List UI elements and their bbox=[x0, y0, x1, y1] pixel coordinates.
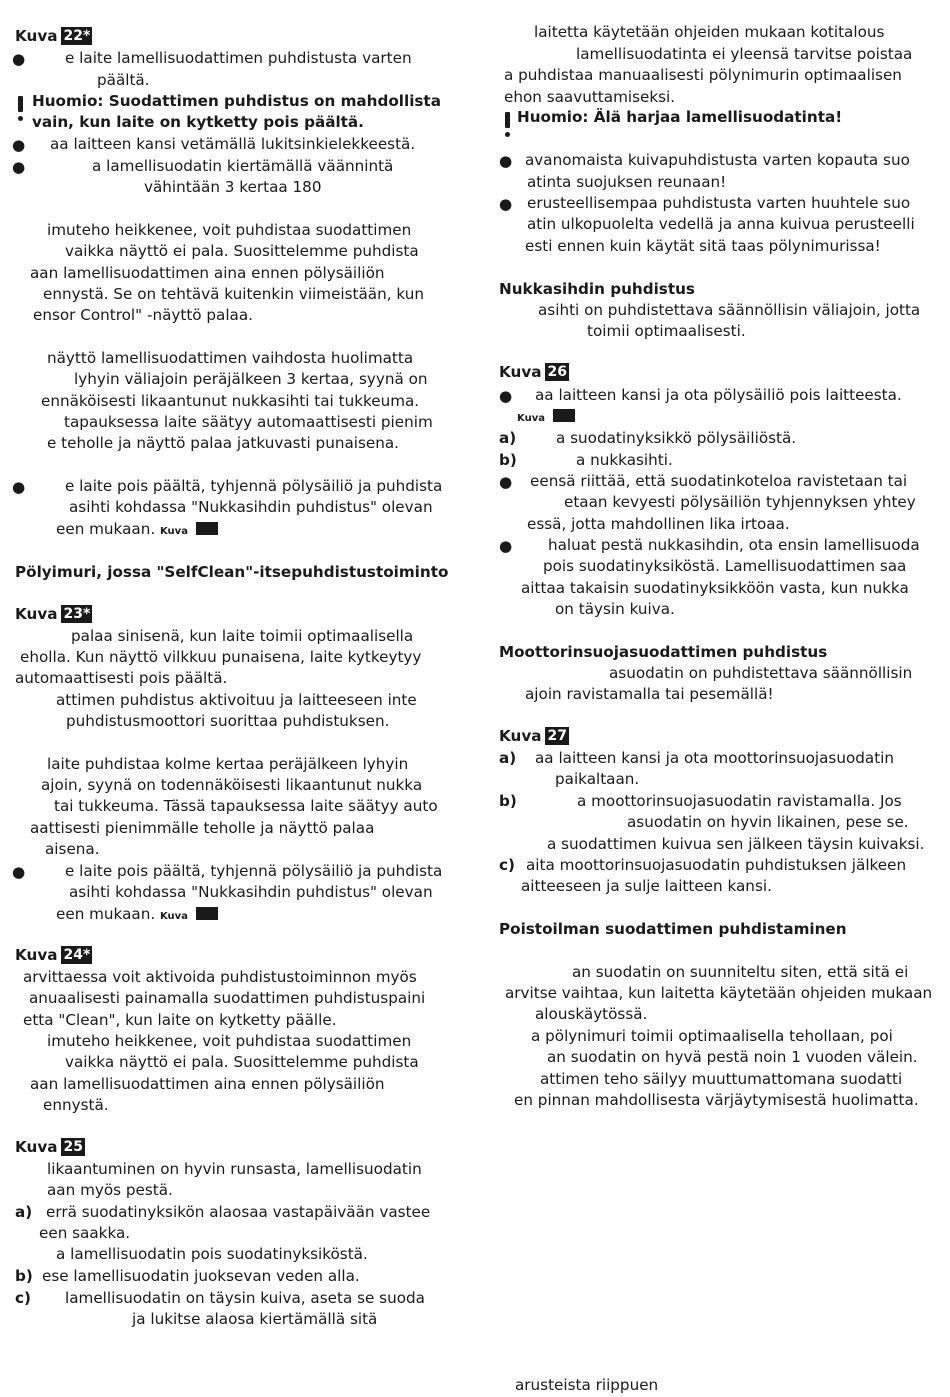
step-label: a) bbox=[499, 749, 517, 767]
paragraph-line: likaantuminen on hyvin runsasta, lamellisuodatin bbox=[47, 1160, 422, 1178]
warning-note: Huomio: Suodattimen puhdistus on mahdollista bbox=[32, 92, 441, 110]
instruction-text: e laite pois päältä, tyhjennä pölysäiliö ja puhdista bbox=[65, 862, 443, 880]
step-label: c) bbox=[499, 856, 515, 874]
figure-number-redacted bbox=[196, 907, 218, 920]
step-text: asuodatin on hyvin likainen, pese se. bbox=[627, 813, 909, 831]
paragraph-line: an suodatin on hyvä pestä noin 1 vuoden välein. bbox=[547, 1048, 918, 1066]
figure-number-badge: 23* bbox=[63, 606, 91, 622]
step-label: a) bbox=[15, 1203, 33, 1221]
paragraph-line: ehon saavuttamiseksi. bbox=[504, 88, 676, 106]
instruction-text: erusteellisempaa puhdistusta varten huuhtele suo bbox=[527, 194, 911, 212]
figure-ref-26 bbox=[499, 362, 569, 384]
paragraph-line: lyhyin väliajoin peräjälkeen 3 kertaa, syynä on bbox=[74, 370, 428, 388]
figure-number-badge: 25 bbox=[63, 1139, 83, 1155]
instruction-text: e laite pois päältä, tyhjennä pölysäiliö ja puhdista bbox=[65, 477, 443, 495]
warning-note: Huomio: Älä harjaa lamellisuodatinta! bbox=[517, 108, 843, 126]
paragraph-line: ennystä. bbox=[43, 1096, 109, 1114]
step-label: b) bbox=[499, 451, 517, 469]
bullet-icon: ● bbox=[12, 50, 26, 68]
paragraph-line: a pölynimuri toimii optimaalisella tehollaan, poi bbox=[531, 1027, 893, 1045]
bullet-icon: ● bbox=[499, 152, 513, 170]
paragraph-line: ajoin, syynä on todennäköisesti likaantunut nukka bbox=[41, 776, 423, 794]
footer-note: arusteista riippuen bbox=[515, 1376, 659, 1394]
step-text: a suodattimen kuivua sen jälkeen täysin kuivaksi. bbox=[547, 835, 925, 853]
paragraph-line: e teholle ja näyttö palaa jatkuvasti punaisena. bbox=[47, 434, 399, 452]
paragraph-line: arvittaessa voit aktivoida puhdistustoiminnon myös bbox=[23, 968, 417, 986]
instruction-text: etaan kevyesti pölysäiliön tyhjennyksen yhtey bbox=[564, 493, 916, 511]
figure-label: Kuva bbox=[15, 27, 58, 45]
instruction-text: haluat pestä nukkasihdin, ota ensin lamellisuoda bbox=[548, 536, 920, 554]
figure-label: Kuva bbox=[15, 946, 58, 964]
instruction-text: essä, jotta mahdollinen lika irtoaa. bbox=[527, 515, 790, 533]
figure-ref-small bbox=[517, 406, 575, 430]
instruction-text: eensä riittää, että suodatinkoteloa ravistetaan tai bbox=[530, 472, 908, 490]
figure-label-small: Kuva bbox=[159, 526, 188, 537]
figure-ref-24 bbox=[15, 945, 92, 967]
paragraph-line: ajoin ravistamalla tai pesemällä! bbox=[525, 685, 774, 703]
step-label: c) bbox=[15, 1289, 31, 1307]
section-heading: Nukkasihdin puhdistus bbox=[499, 280, 695, 298]
step-label: a) bbox=[499, 429, 517, 447]
bullet-icon: ● bbox=[12, 863, 26, 881]
section-heading: Poistoilman suodattimen puhdistaminen bbox=[499, 920, 847, 938]
step-text: ese lamellisuodatin juoksevan veden alla. bbox=[42, 1267, 360, 1285]
paragraph-line: tapauksessa laite säätyy automaattisesti pienim bbox=[64, 413, 433, 431]
figure-label: Kuva bbox=[499, 363, 542, 381]
instruction-text: avanomaista kuivapuhdistusta varten kopauta suo bbox=[525, 151, 910, 169]
paragraph-line: anuaalisesti painamalla suodattimen puhdistuspaini bbox=[29, 989, 426, 1007]
figure-ref-25 bbox=[15, 1137, 85, 1159]
paragraph-line: lamellisuodatinta ei yleensä tarvitse poistaa bbox=[576, 45, 913, 63]
bullet-icon: ● bbox=[12, 478, 26, 496]
figure-label: Kuva bbox=[15, 1138, 58, 1156]
figure-ref-27 bbox=[499, 726, 569, 748]
step-text: errä suodatinyksikön alaosaa vastapäivään vastee bbox=[46, 1203, 431, 1221]
paragraph-line: näyttö lamellisuodattimen vaihdosta huolimatta bbox=[47, 349, 414, 367]
step-text: a moottorinsuojasuodatin ravistamalla. Jos bbox=[577, 792, 902, 810]
step-text: aita moottorinsuojasuodatin puhdistuksen jälkeen bbox=[526, 856, 907, 874]
step-text: lamellisuodatin on täysin kuiva, aseta se suoda bbox=[65, 1289, 425, 1307]
figure-label: Kuva bbox=[499, 727, 542, 745]
paragraph-line: vaikka näyttö ei pala. Suosittelemme puhdista bbox=[65, 242, 419, 260]
step-text: a suodatinyksikkö pölysäiliöstä. bbox=[556, 429, 797, 447]
instruction-text: atinta suojuksen reunaan! bbox=[527, 173, 727, 191]
paragraph-line: toimii optimaalisesti. bbox=[587, 322, 746, 340]
bullet-icon: ● bbox=[499, 195, 513, 213]
paragraph-line: imuteho heikkenee, voit puhdistaa suodattimen bbox=[47, 1032, 412, 1050]
paragraph-line: asihti on puhdistettava säännöllisin väliajoin, jotta bbox=[538, 301, 921, 319]
paragraph-line: tai tukkeuma. Tässä tapauksessa laite säätyy auto bbox=[54, 797, 438, 815]
paragraph-line: palaa sinisenä, kun laite toimii optimaalisella bbox=[71, 627, 414, 645]
bullet-icon: ● bbox=[499, 387, 513, 405]
paragraph-line: laitetta käytetään ohjeiden mukaan kotitalous bbox=[534, 23, 885, 41]
instruction-text-with-figure-ref bbox=[56, 519, 218, 543]
paragraph-line: alouskäytössä. bbox=[535, 1005, 648, 1023]
figure-number-badge: 27 bbox=[547, 728, 567, 744]
figure-label: Kuva bbox=[15, 605, 58, 623]
instruction-text: pois suodatinyksiköstä. Lamellisuodattimen saa bbox=[543, 557, 907, 575]
step-text: a nukkasihti. bbox=[576, 451, 673, 469]
instruction-text-with-figure-ref bbox=[56, 904, 218, 928]
instruction-text: aittaa takaisin suodatinyksikköön vasta, kun nukka bbox=[521, 579, 909, 597]
instruction-text: asihti kohdassa "Nukkasihdin puhdistus" olevan bbox=[69, 883, 433, 901]
paragraph-line: attimen puhdistus aktivoituu ja laitteeseen inte bbox=[56, 691, 417, 709]
paragraph-line: aan lamellisuodattimen aina ennen pölysäiliön bbox=[30, 264, 385, 282]
section-heading: Moottorinsuojasuodattimen puhdistus bbox=[499, 643, 828, 661]
step-text: paikaltaan. bbox=[555, 770, 640, 788]
instruction-text: päältä. bbox=[97, 71, 150, 89]
instruction-text: on täysin kuiva. bbox=[555, 600, 675, 618]
step-label: b) bbox=[15, 1267, 33, 1285]
figure-ref-22 bbox=[15, 26, 92, 48]
step-text: een saakka. bbox=[39, 1224, 131, 1242]
instruction-text: vähintään 3 kertaa 180 bbox=[144, 178, 322, 196]
paragraph-line: en pinnan mahdollisesta värjäytymisestä huolimatta. bbox=[514, 1091, 919, 1109]
instruction-text: atin ulkopuolelta vedellä ja anna kuivua perusteelli bbox=[527, 215, 915, 233]
paragraph-line: laite puhdistaa kolme kertaa peräjälkeen lyhyin bbox=[47, 755, 409, 773]
paragraph-line: ennäköisesti likaantunut nukkasihti tai tukkeuma. bbox=[41, 392, 420, 410]
paragraph-line: eholla. Kun näyttö vilkkuu punaisena, laite kytkeytyy bbox=[20, 648, 422, 666]
step-text: aa laitteen kansi ja ota moottorinsuojasuodatin bbox=[535, 749, 894, 767]
paragraph-line: attimen teho säilyy muuttumattomana suodatti bbox=[540, 1070, 903, 1088]
instruction-text: een mukaan. bbox=[56, 905, 156, 923]
bullet-icon: ● bbox=[499, 473, 513, 491]
figure-number-badge: 24* bbox=[63, 947, 91, 963]
instruction-text: a lamellisuodatin kiertämällä väännintä bbox=[92, 157, 394, 175]
figure-number-redacted bbox=[553, 409, 575, 422]
paragraph-line: arvitse vaihtaa, kun laitetta käytetään ohjeiden mukaan bbox=[505, 984, 933, 1002]
instruction-text: e laite lamellisuodattimen puhdistusta varten bbox=[65, 49, 412, 67]
warning-note: vain, kun laite on kytketty pois päältä. bbox=[32, 113, 364, 131]
paragraph-line: puhdistusmoottori suorittaa puhdistuksen. bbox=[66, 712, 390, 730]
paragraph-line: a puhdistaa manuaalisesti pölynimurin optimaalisen bbox=[504, 66, 902, 84]
figure-number-redacted bbox=[196, 522, 218, 535]
instruction-text: aa laitteen kansi ja ota pölysäiliö pois laitteesta. bbox=[535, 386, 902, 404]
paragraph-line: etta "Clean", kun laite on kytketty päälle. bbox=[23, 1011, 337, 1029]
bullet-icon: ● bbox=[12, 136, 26, 154]
figure-number-badge: 22* bbox=[63, 28, 91, 44]
step-text: a lamellisuodatin pois suodatinyksiköstä. bbox=[56, 1245, 368, 1263]
step-text: ja lukitse alaosa kiertämällä sitä bbox=[132, 1310, 378, 1328]
paragraph-line: aan lamellisuodattimen aina ennen pölysäiliön bbox=[30, 1075, 385, 1093]
paragraph-line: asuodatin on puhdistettava säännöllisin bbox=[609, 664, 913, 682]
bullet-icon: ● bbox=[12, 158, 26, 176]
paragraph-line: aisena. bbox=[45, 840, 100, 858]
paragraph-line: automaattisesti pois päältä. bbox=[15, 669, 228, 687]
bullet-icon: ● bbox=[499, 537, 513, 555]
instruction-text: aa laitteen kansi vetämällä lukitsinkielekkeestä. bbox=[50, 135, 416, 153]
paragraph-line: ensor Control" -näyttö palaa. bbox=[33, 306, 253, 324]
paragraph-line: an suodatin on suunniteltu siten, että sitä ei bbox=[572, 963, 909, 981]
section-heading: Pölyimuri, jossa "SelfClean"-itsepuhdistustoiminto bbox=[15, 563, 449, 581]
figure-label-small: Kuva bbox=[517, 413, 545, 424]
paragraph-line: vaikka näyttö ei pala. Suosittelemme puhdista bbox=[65, 1053, 419, 1071]
figure-ref-23 bbox=[15, 604, 92, 626]
instruction-text: een mukaan. bbox=[56, 520, 156, 538]
paragraph-line: aan myös pestä. bbox=[47, 1181, 173, 1199]
step-text: aitteeseen ja sulje laitteen kansi. bbox=[521, 877, 772, 895]
figure-number-badge: 26 bbox=[547, 364, 567, 380]
paragraph-line: ennystä. Se on tehtävä kuitenkin viimeistään, kun bbox=[43, 285, 424, 303]
instruction-text: esti ennen kuin käytät sitä taas pölynimurissa! bbox=[525, 237, 881, 255]
step-label: b) bbox=[499, 792, 517, 810]
paragraph-line: aattisesti pienimmälle teholle ja näyttö palaa bbox=[30, 819, 375, 837]
instruction-text: asihti kohdassa "Nukkasihdin puhdistus" olevan bbox=[69, 498, 433, 516]
figure-label-small: Kuva bbox=[159, 911, 188, 922]
paragraph-line: imuteho heikkenee, voit puhdistaa suodattimen bbox=[47, 221, 412, 239]
